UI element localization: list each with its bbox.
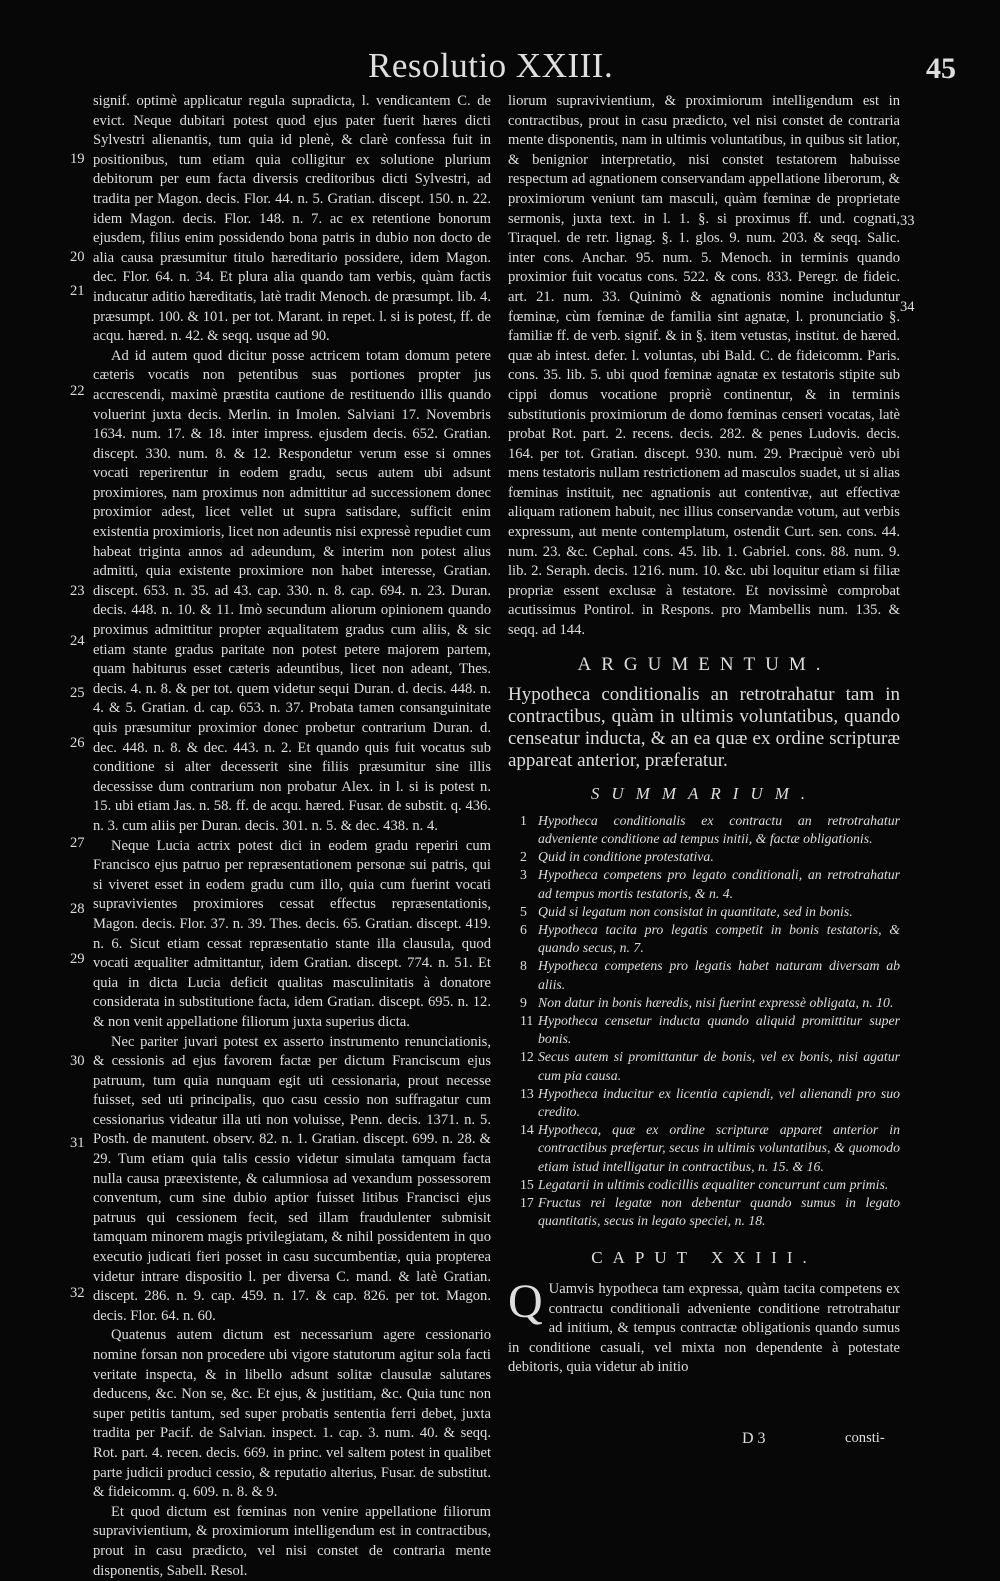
argumentum-heading: ARGUMENTUM. (577, 653, 831, 675)
caput-body: Uamvis hypotheca tam expressa, quàm tacita competens ex contractu conditionali adveniente conditione retrotrahatur ad initium, & tempus contractæ obligationis quando sumus in conditione casuali, vel mixta non dependente à potestate debitoris, quia videtur ab initio (508, 1281, 900, 1376)
list-item (508, 903, 900, 921)
item-text: Hypotheca tacita pro legatis competit in bonis testatoris, & quando secus, n. 7. (538, 922, 900, 956)
item-number: 8 (520, 958, 527, 974)
list-item (508, 848, 900, 866)
paragraph: Neque Lucia actrix potest dici in eodem gradu reperiri cum Francisco ejus patruo per repræsentationem personæ sui patris, qui si viveret esset in eodem gradu cum illo, quia cum fuerint vocati supravivientes proximiores cessat effectus repræsentationis, Magon. decis. Flor. 37. n. 39. Thes. decis. 65. Gratian. discept. 419. n. 6. Sicut etiam cessat repræsentatio stante illa clausula, quod vocati æqualiter admittantur, idem Gratian. discept. 774. n. 51. Et quia in dicta Lucia deficit qualitas masculinitatis à donatore considerata in substitutione facta, idem Gratian. discept. 695. n. 12. & non venit appellatione filiorum juxta superius dicta. (93, 837, 491, 1030)
margin-number: 25 (70, 685, 85, 701)
left-column (93, 92, 491, 1581)
argumentum-text: Hypotheca conditionalis an retrotrahatur tam in contractibus, quàm in ultimis voluntatibus, quando censeatur inducta, & an ea quæ ex ordine scripturæ appareat anterior, præferatur. (508, 684, 900, 772)
item-text: Secus autem si promittantur de bonis, vel ex bonis, nisi agatur cum pia causa. (538, 1049, 900, 1083)
running-title: Resolutio XXIII. (368, 46, 614, 85)
margin-number: 21 (70, 283, 85, 299)
list-item (508, 1121, 900, 1176)
list-item (508, 1194, 900, 1230)
item-text: Hypotheca competens pro legato conditionali, an retrotrahatur ad tempus mortis testatoris, & n. 4. (538, 867, 900, 901)
signature-mark: D 3 (742, 1430, 766, 1447)
summarium-heading: SUMMARIUM. (590, 784, 818, 804)
item-number: 12 (520, 1049, 534, 1065)
page-header (0, 46, 1000, 92)
item-number: 5 (520, 903, 527, 919)
item-number: 9 (520, 994, 527, 1010)
item-number: 3 (520, 867, 527, 883)
margin-number: 33 (900, 213, 915, 229)
margin-number: 24 (70, 633, 85, 649)
margin-number: 34 (900, 299, 915, 315)
item-text: Legatarii in ultimis codicillis æqualiter concurrunt cum primis. (538, 1176, 889, 1192)
list-item (508, 957, 900, 993)
item-number: 2 (520, 849, 527, 865)
item-number: 17 (520, 1195, 534, 1211)
list-item (508, 1012, 900, 1048)
item-text: Hypotheca, quæ ex ordine scripturæ apparet anterior in contractibus præfertur, secus in ultimis voluntatibus, & quomodo etiam istud intelligatur in contractibus, n. 15. & 16. (538, 1122, 900, 1174)
paragraph: Et quod dictum est fœminas non venire appellatione filiorum supravivientium, & proximiorum intelligendum est in contractibus, prout in casu prædicto, vel nisi constet de contraria mente disponentis, Sabell. Resol. (93, 1503, 491, 1579)
margin-number: 32 (70, 1285, 85, 1301)
caput-text (508, 1275, 900, 1378)
margin-number: 20 (70, 249, 85, 265)
right-column (508, 92, 900, 1378)
catchword: consti- (845, 1430, 885, 1446)
drop-cap: Q (508, 1275, 543, 1329)
item-number: 15 (520, 1176, 534, 1192)
item-text: Quid si legatum non consistat in quantitate, sed in bonis. (538, 903, 853, 919)
page-number: 45 (926, 52, 956, 85)
item-number: 1 (520, 812, 527, 828)
item-text: Hypotheca conditionalis ex contractu an retrotrahatur adveniente conditione ad tempus initii, & factæ obligationis. (538, 812, 900, 847)
paragraph: Nec pariter juvari potest ex asserto instrumento renunciationis, & cessionis ad ejus favorem factæ per dictum Franciscum ejus patruum, tum quia nunquam egit uti cessionaria, prout necesse fuisset, sed uti principalis, quo casu cessio non suffragatur cum cessionarius videatur illa uti non voluisse, Penn. decis. 1371. n. 5. Posth. de manutent. observ. 82. n. 1. Gratian. discept. 699. n. 28. & 29. Tum etiam quia talis cessio videtur simulata tamquam facta nulla causa præexistente, & calumniosa ad vexandum possessorem conventum, cum sine dubio aptior fuisset litibus Francisci ejus patruus qui cessionem fecit, sed illam fraudulenter submisit tamquam minorem magis privilegiatam, & nihil possidentem in quo executio judicati fieri posset in casu succumbentiæ, quia propterea videtur intrare dispositio l. per diversa C. mand. & latè Gratian. discept. 286. n. 9. cap. 459. n. 17. & cap. 826. per tot. Magon. decis. Flor. 64. n. 60. (93, 1033, 491, 1324)
paragraph: Ad id autem quod dicitur posse actricem totam domum petere cæteris vocatis non petentibus suas portiones propter jus accrescendi, maximè præstita cautione de restituendo illis quando voluerint juxta decis. Merlin. in Imolen. Salviani 17. Novembris 1634. num. 17. & 18. inter impress. ejusdem decis. 652. Gratian. discept. 330. num. 8. & 12. Respondetur verum esse si omnes vocati reperirentur in eodem gradu, secus autem ubi adsunt proximiores, nam proximus non admittitur ad successionem donec proximior adest, licet vellet ut supra satisdare, sufficit enim existentia proximioris, licet non adeuntis nisi expressè repudiet cum habeat triginta annos ad adeundum, & interim non potest alius admitti, quia existente proximiore non habet interesse, Gratian. discept. 653. n. 35. ad 43. cap. 330. n. 8. cap. 694. n. 23. Duran. decis. 448. n. 10. & 11. Imò secundum aliorum opinionem quando proximus admittitur propter æqualitatem gradus cum aliis, & sic etiam stante gradus paritate non potest petere majorem partem, quam habiturus esset cæteris adeuntibus, licet non adeant, Thes. decis. 4. n. 8. & per tot. quem videtur sequi Duran. d. decis. 448. n. 4. & 5. Gratian. d. cap. 653. n. 37. Probata tamen consanguinitate quis præsumitur proximior donec probetur contrarium Duran. d. dec. 448. n. 8. & dec. 443. n. 2. Et quando quis fuit vocatus sub conditione si alter decesserit sine filiis præsumitur sine illis decessisse dum contrarium non probatur Alex. in l. si is potest n. 15. ubi etiam Jas. n. 58. ff. de acqu. hæred. Fusar. de substit. q. 436. n. 3. cum aliis per Duran. decis. 301. n. 5. & dec. 438. n. 4. (93, 347, 491, 834)
item-number: 13 (520, 1085, 534, 1101)
margin-number: 28 (70, 901, 85, 917)
list-item (508, 1085, 900, 1121)
caput-heading: CAPUT XXIII. (591, 1248, 817, 1268)
paragraph: liorum supravivientium, & proximiorum intelligendum est in contractibus, prout in casu prædicto, vel nisi constet de contraria mente disponentis, nam in ultimis voluntatibus, in quibus sit latior, & benignior interpretatio, nisi constet testatorem habuisse respectum ad agnationem conservandam appellatione liberorum, & proximiorum veniunt tam masculi, quàm fœminæ de proprietate sermonis, juxta text. in l. 1. §. si proximus ff. und. cognati, Tiraquel. de retr. lignag. §. 1. glos. 9. num. 203. & seqq. Salic. inter cons. Anchar. 95. num. 5. Menoch. in terminis quando proximior fuit vocatus cons. 522. & cons. 833. Peregr. de fideic. art. 21. num. 33. Quinimò & agnationis nomine includuntur fœminæ, cùm fœminæ de familia sint agnatæ, l. pronunciatio §. familiæ ff. de verb. signif. & in §. item vetustas, institut. de hæred. quæ ab intest. defer. l. voluntas, ubi Bald. C. de fideicomm. Paris. cons. 35. lib. 5. ubi quod fœminæ agnatæ ex testatoris stipite sub cippi domus vocatione propriè continentur, & in terminis substitutionis proximiorum de domo fœminas censeri vocatas, latè probat Rot. part. 2. recens. decis. 282. & penes Ludovis. decis. 164. per tot. Gratian. discept. 930. num. 29. Præcipuè verò ubi mens testatoris nullam restrictionem ad masculos suadet, ut si alias fœminas instituit, nec agnationis aut contentivæ, aut effectivæ aliquam rationem habuit, nec illius conservandæ votum, aut verbis expressum, aut mente contemplatum, ostendit Curt. sen. cons. 44. num. 23. &c. Cephal. cons. 45. lib. 1. Gabriel. cons. 88. num. 9. lib. 2. Seraph. decis. 1216. num. 10. &c. ubi loquitur etiam si filiæ propriæ essent exclusæ à testatore. Et novissimè comprobat acutissimus Pontirol. in Respons. pro Mambellis num. 135. & seqq. ad 144. (508, 93, 900, 639)
list-item (508, 1176, 900, 1194)
list-item (508, 812, 900, 848)
item-number: 14 (520, 1122, 534, 1138)
item-text: Hypotheca competens pro legatis habet naturam diversam ab aliis. (538, 958, 900, 992)
summarium-list (508, 812, 900, 1231)
paragraph: Quatenus autem dictum est necessarium agere cessionario nomine forsan non procedere ubi vigore statutorum agitur sola facti veritate inspecta, & in libello adsunt solitæ clausulæ salutares deducens, &c. Non se, &c. Et ejus, & justitiam, &c. Quia tunc non super petitis tantum, sed super probatis sententia ferri debet, juxta tradita per Pacif. de Salvian. inspect. 1. cap. 3. num. 40. & seqq. Rot. part. 4. recen. decis. 669. in princ. vel saltem potest in qualibet parte judicii produci cessio, & reputatio alterius, Fusar. de substitut. & fideicomm. q. 609. n. 8. & 9. (93, 1327, 491, 1501)
list-item (508, 1048, 900, 1084)
margin-number: 26 (70, 735, 85, 751)
margin-number: 19 (70, 151, 85, 167)
margin-number: 23 (70, 583, 85, 599)
list-item (508, 921, 900, 957)
margin-number: 30 (70, 1053, 85, 1069)
list-item (508, 866, 900, 902)
list-item (508, 994, 900, 1012)
margin-number: 22 (70, 383, 85, 399)
item-text: Hypotheca inducitur ex licentia capiendi, vel alienandi pro suo credito. (538, 1085, 900, 1120)
item-text: Quid in conditione protestativa. (538, 849, 714, 865)
margin-number: 29 (70, 951, 85, 967)
paragraph: signif. optimè applicatur regula supradicta, l. vendicantem C. de evict. Neque dubitari potest quod ejus pater fuerit hæres dicti Sylvestri alienantis, tum quia id plenè, & clarè confessa fuit in positionibus, tum etiam quia colligitur ex solutione plurium debitorum per eum facta diversis creditoribus dicti Sylvestri, ad tradita per Magon. decis. Flor. 44. n. 5. Gratian. discept. 150. n. 22. idem Magon. decis. Flor. 148. n. 7. ac ex retentione bonorum ejusdem, filius enim possidendo bona patris in dubio non docto de alia causa præsumitur titulo hæreditario possidere, idem Magon. dec. Flor. 64. n. 34. Et plura alia quando tam verbis, quàm factis inducatur aditio hæreditatis, latè tradit Menoch. de præsumpt. lib. 4. præsumpt. 100. & 101. per tot. Marant. in repet. l. si is potest, ff. de acqu. hæred. n. 42. & seqq. usque ad 90. (93, 93, 491, 345)
item-text: Non datur in bonis hæredis, nisi fuerint expressè obligata, n. 10. (538, 994, 894, 1010)
item-number: 6 (520, 922, 527, 938)
item-number: 11 (520, 1013, 534, 1029)
margin-number: 27 (70, 835, 85, 851)
item-text: Hypotheca censetur inducta quando aliquid promittitur super bonis. (538, 1013, 900, 1047)
margin-number: 31 (70, 1135, 85, 1151)
item-text: Fructus rei legatæ non debentur quando sumus in legato quantitatis, secus in legato speciei, n. 18. (538, 1195, 900, 1229)
